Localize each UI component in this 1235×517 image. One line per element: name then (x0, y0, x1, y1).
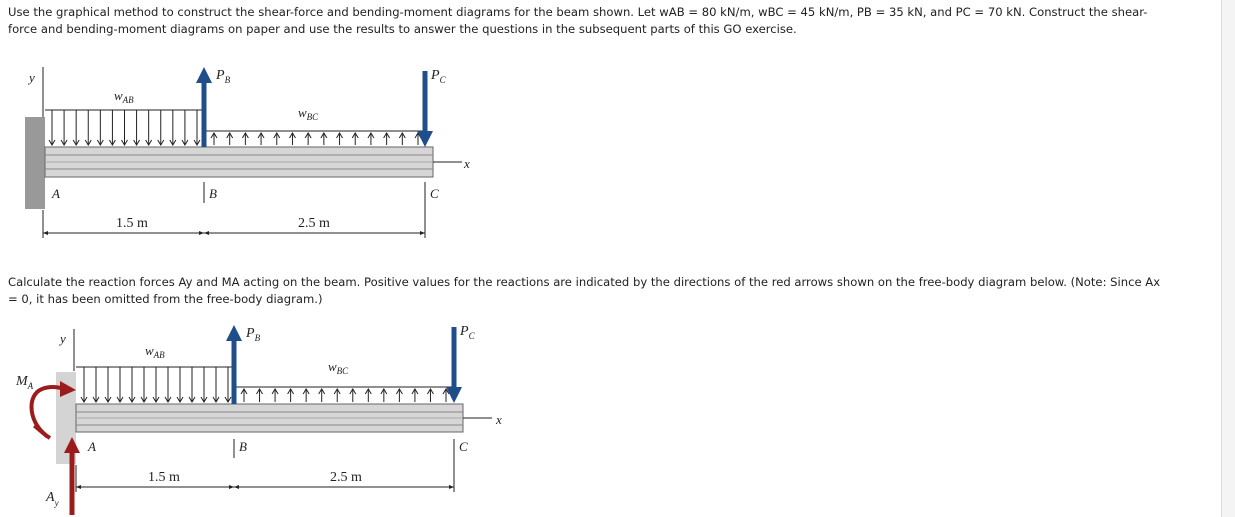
pc-label: $P_C$ (431, 68, 446, 85)
fbd-w-bc-label: $w_{BC}$ (328, 359, 349, 376)
question-line-2: = 0, it has been omitted from the free-body diagram.) (8, 292, 323, 306)
w-ab-label: $w_{AB}$ (114, 88, 134, 105)
problem-line-2: force and bending-moment diagrams on paper and use the results to answer the questions in the subsequent parts of this GO exercise. (8, 22, 797, 36)
fbd-distributed-load-ab (76, 367, 234, 402)
fbd-point-a-label: A (88, 439, 96, 454)
pb-label: $P_B$ (216, 68, 231, 85)
fbd-x-axis-label: x (496, 412, 502, 427)
distributed-load-bc (204, 131, 425, 145)
fbd-distributed-load-bc (234, 387, 454, 402)
distributed-load-ab (45, 110, 204, 145)
fbd-w-ab-label: $w_{AB}$ (145, 343, 165, 360)
dim-bc-label: 2.5 m (298, 216, 330, 231)
ma-label: $M_A$ (16, 374, 34, 391)
beam (45, 147, 433, 177)
point-c-label: C (430, 186, 439, 201)
scrollbar-track[interactable] (1222, 0, 1235, 517)
fbd-beam (76, 404, 463, 432)
x-axis-label: x (464, 156, 470, 171)
question-statement (8, 274, 1160, 308)
problem-line-1: Use the graphical method to construct the shear-force and bending-moment diagrams for the beam shown. Let wAB = 80 kN/m, wBC = 45 kN/m, PB = 35 kN, and PC = 70 kN. Construct the shear- (8, 5, 1148, 19)
free-body-diagram (0, 315, 520, 517)
fbd-point-c-label: C (459, 439, 468, 454)
beam-diagram (0, 55, 500, 245)
fbd-pb-label: $P_B$ (246, 326, 261, 343)
question-line-1: Calculate the reaction forces Ay and MA acting on the beam. Positive values for the reactions are indicated by the directions of the red arrows shown on the free-body diagram below. (Note: Since Ax (8, 275, 1161, 289)
point-a-label: A (52, 186, 60, 201)
fbd-dim-bc-label: 2.5 m (330, 470, 362, 485)
fbd-dim-ab-label: 1.5 m (148, 470, 180, 485)
point-b-label: B (209, 186, 217, 201)
y-axis-label: y (29, 70, 35, 85)
fbd-y-axis-label: y (60, 331, 66, 346)
point-load-pb-arrow (196, 67, 212, 147)
fbd-pc-label: $P_C$ (460, 324, 475, 341)
reaction-force-ay-arrow (64, 437, 80, 515)
fbd-point-b-label: B (239, 439, 247, 454)
problem-statement (8, 4, 1147, 38)
ay-label: $A_y$ (46, 490, 59, 508)
w-bc-label: $w_{BC}$ (298, 105, 319, 122)
fixed-support-wall (25, 117, 45, 209)
dim-ab-label: 1.5 m (116, 216, 148, 231)
